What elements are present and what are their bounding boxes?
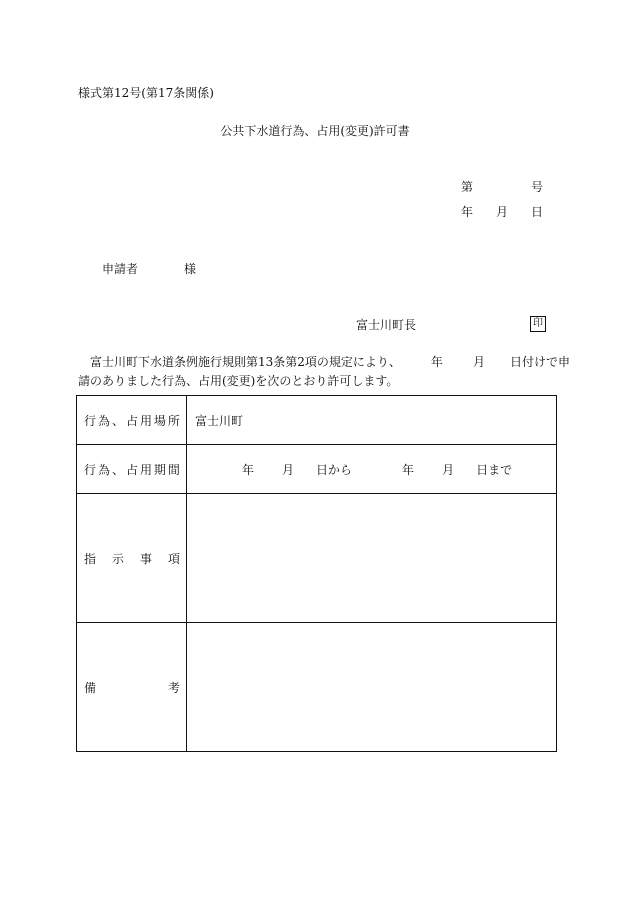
permit-table (76, 395, 557, 752)
location-label-cell (77, 396, 187, 445)
permit-number (461, 180, 543, 194)
body-text-intro: 富士川町下水道条例施行規則第13条第2項の規定により、 (90, 355, 401, 369)
permit-date-month: 月 (495, 205, 508, 219)
form-number: 様式第12号(第17条関係) (78, 86, 214, 100)
issuer-title: 富士川町長 (356, 318, 417, 332)
period-start-day: 日から (316, 462, 353, 477)
table-row-instructions (77, 494, 557, 623)
period-end-day: 日まで (476, 462, 513, 477)
period-start-year: 年 (242, 462, 255, 477)
permit-date (461, 205, 543, 219)
period-value (187, 461, 556, 478)
location-value-cell[interactable] (187, 396, 557, 445)
instructions-label-cell (77, 494, 187, 623)
permit-number-suffix: 号 (530, 180, 543, 194)
permit-date-day: 日 (530, 205, 543, 219)
period-end-year: 年 (402, 462, 415, 477)
instructions-label: 指 示 事 項 (84, 551, 180, 566)
seal-mark: 印 (530, 316, 546, 332)
applicant (102, 262, 196, 276)
body-text-line1 (90, 355, 570, 369)
document-title: 公共下水道行為、占用(変更)許可書 (220, 124, 410, 138)
period-label: 行 為 、 占 用 期 間 (84, 462, 180, 477)
body-text-line2: 請のありました行為、占用(変更)を次のとおり許可します。 (78, 374, 399, 388)
body-text-day: 日付けで申 (509, 355, 570, 369)
permit-date-year: 年 (461, 205, 474, 219)
location-label: 行 為 、 占 用 場 所 (84, 413, 180, 428)
applicant-honorific: 様 (184, 262, 197, 276)
body-text-month: 月 (472, 355, 485, 369)
remarks-label: 備 考 (84, 680, 180, 695)
period-value-cell[interactable] (187, 445, 557, 494)
period-end-month: 月 (442, 462, 455, 477)
location-value: 富士川町 (195, 413, 244, 428)
permit-number-prefix: 第 (461, 180, 474, 194)
body-text-year: 年 (430, 355, 443, 369)
remarks-value-cell[interactable] (187, 623, 557, 752)
period-label-cell (77, 445, 187, 494)
table-row-location (77, 396, 557, 445)
instructions-value-cell[interactable] (187, 494, 557, 623)
period-start-month: 月 (282, 462, 295, 477)
table-row-remarks (77, 623, 557, 752)
applicant-label: 申請者 (102, 262, 139, 276)
remarks-label-cell (77, 623, 187, 752)
table-row-period (77, 445, 557, 494)
